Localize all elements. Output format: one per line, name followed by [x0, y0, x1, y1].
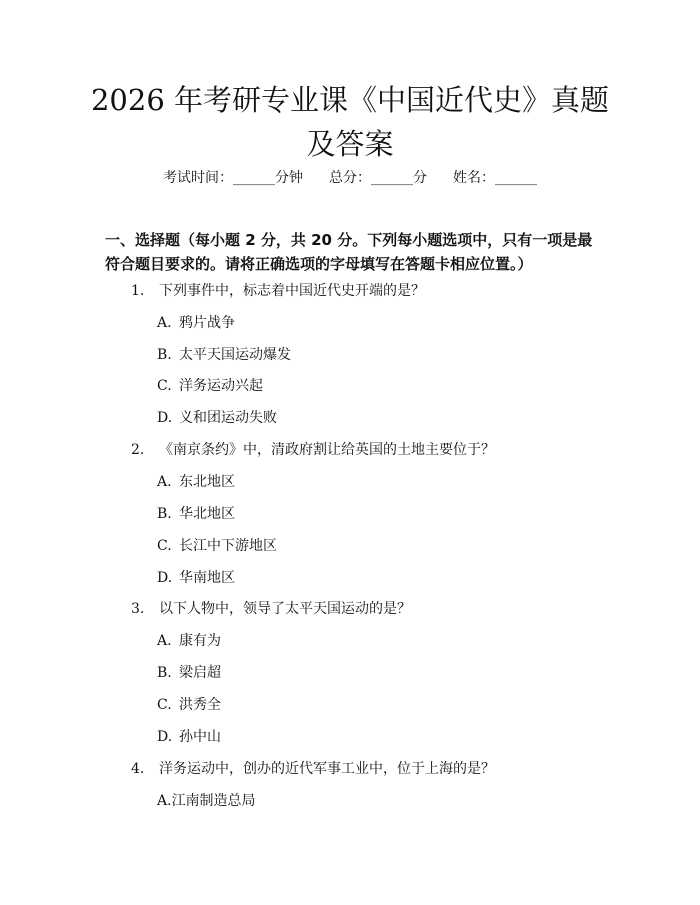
option-letter: D. — [157, 410, 173, 426]
option-letter: B. — [157, 506, 172, 522]
option-text: 长江中下游地区 — [179, 538, 277, 554]
question-number: 3. — [131, 601, 145, 617]
option-text: 太平天国运动爆发 — [179, 347, 291, 363]
option-text: 义和团运动失败 — [179, 410, 277, 426]
option-text: 江南制造总局 — [171, 793, 256, 809]
question-number: 1. — [131, 283, 145, 299]
total-score-field: 总分：______分 — [329, 170, 427, 186]
option-2b — [157, 504, 235, 524]
option-letter: B. — [157, 665, 172, 681]
option-text: 洋务运动兴起 — [179, 378, 263, 394]
question-number: 2. — [131, 442, 145, 458]
option-letter: A. — [157, 633, 172, 649]
option-3a — [157, 631, 221, 651]
option-letter: D. — [157, 729, 173, 745]
question-number: 4. — [131, 761, 145, 777]
option-3c — [157, 695, 221, 715]
name-field: 姓名：______ — [453, 170, 537, 186]
option-letter: A. — [157, 793, 172, 809]
option-text: 鸦片战争 — [179, 315, 235, 331]
question-4 — [131, 759, 495, 779]
option-2c — [157, 536, 277, 556]
option-2a — [157, 472, 235, 492]
question-2 — [131, 440, 495, 460]
question-text: 下列事件中，标志着中国近代史开端的是？ — [159, 283, 425, 299]
exam-meta-line — [0, 168, 700, 188]
document-title: 2026 年考研专业课《中国近代史》真题及答案 — [90, 83, 610, 161]
option-letter: A. — [157, 315, 172, 331]
option-text: 洪秀全 — [179, 697, 221, 713]
option-3b — [157, 663, 221, 683]
option-letter: C. — [157, 538, 172, 554]
option-2d — [157, 568, 235, 588]
option-letter: D. — [157, 570, 173, 586]
section-heading: 一、选择题（每小题 2 分，共 20 分。下列每小题选项中，只有一项是最符合题目要求的。请将正确选项的字母填写在答题卡相应位置。） — [105, 231, 593, 273]
question-3 — [131, 599, 411, 619]
option-1b — [157, 345, 291, 365]
option-letter: C. — [157, 697, 172, 713]
exam-time-field: 考试时间：______分钟 — [163, 170, 303, 186]
option-letter: C. — [157, 378, 172, 394]
option-text: 东北地区 — [179, 474, 235, 490]
option-4a — [157, 791, 256, 811]
option-text: 华南地区 — [179, 570, 235, 586]
question-text: 《南京条约》中，清政府割让给英国的土地主要位于？ — [159, 442, 495, 458]
option-1d — [157, 408, 277, 428]
question-1 — [131, 281, 425, 301]
option-text: 华北地区 — [179, 506, 235, 522]
option-letter: A. — [157, 474, 172, 490]
option-3d — [157, 727, 221, 747]
option-text: 孙中山 — [179, 729, 221, 745]
question-text: 以下人物中，领导了太平天国运动的是？ — [159, 601, 411, 617]
option-1a — [157, 313, 235, 333]
option-text: 梁启超 — [179, 665, 221, 681]
question-text: 洋务运动中，创办的近代军事工业中，位于上海的是？ — [159, 761, 495, 777]
option-text: 康有为 — [179, 633, 221, 649]
option-letter: B. — [157, 347, 172, 363]
option-1c — [157, 376, 263, 396]
